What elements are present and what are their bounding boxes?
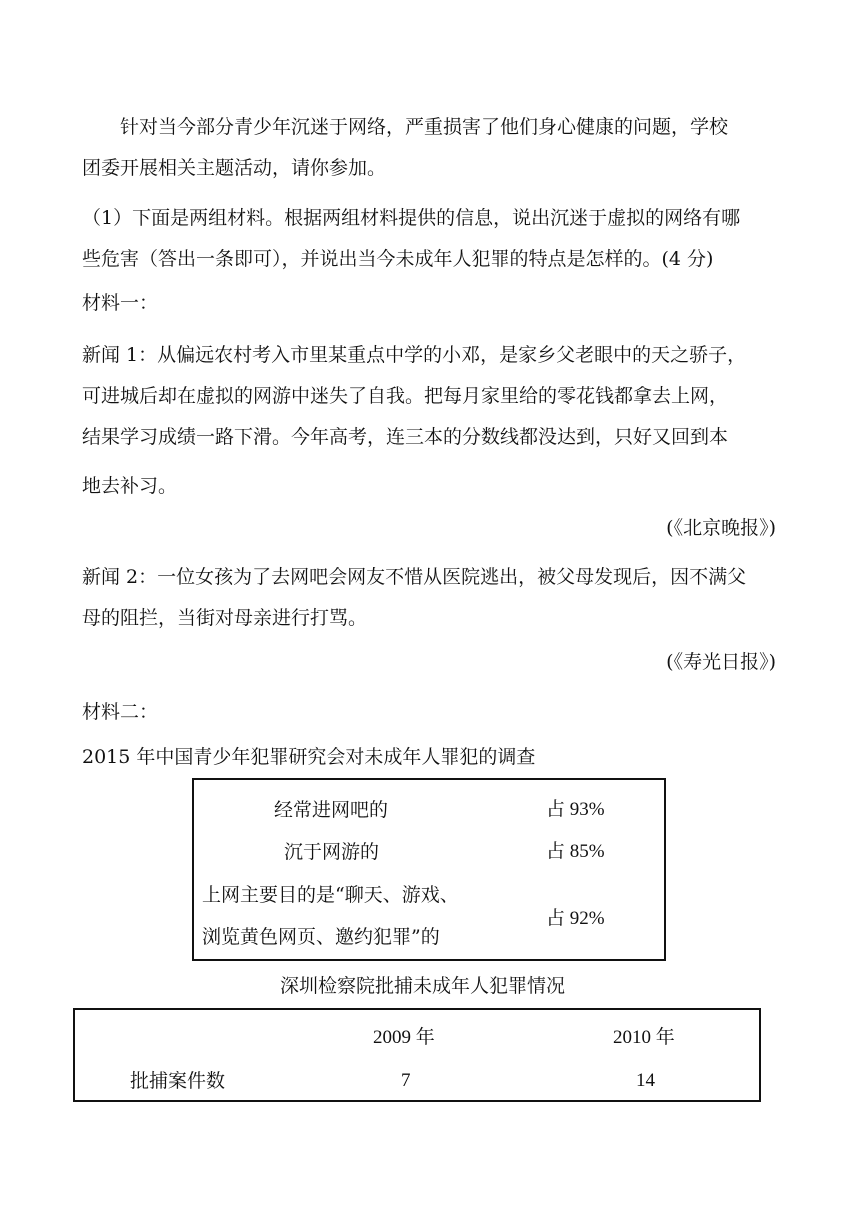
survey-title: 2015 年中国青少年犯罪研究会对未成年人罪犯的调查 xyxy=(82,746,536,768)
news-2-source: (《寿光日报》) xyxy=(666,651,776,673)
news-2-line-2: 母的阻拦，当街对母亲进行打骂。 xyxy=(82,607,368,629)
news-1-line-4: 地去补习。 xyxy=(82,475,178,497)
intro-line-1: 针对当今部分青少年沉迷于网络，严重损害了他们身心健康的问题，学校 xyxy=(120,116,729,138)
intro-line-2: 团委开展相关主题活动，请你参加。 xyxy=(82,157,387,179)
arrest-value-2010: 14 xyxy=(636,1070,655,1091)
material-2-heading: 材料二： xyxy=(82,701,159,723)
survey-row-1-label: 经常进网吧的 xyxy=(274,799,389,821)
survey-row-2-label: 沉于网游的 xyxy=(284,841,380,863)
news-2-line-1: 新闻 2：一位女孩为了去网吧会网友不惜从医院逃出，被父母发现后，因不满父 xyxy=(82,566,747,588)
news-1-line-3: 结果学习成绩一路下滑。今年高考，连三本的分数线都没达到，只好又回到本 xyxy=(82,426,729,448)
arrest-header-2009: 2009 年 xyxy=(373,1027,435,1048)
news-1-line-2: 可进城后却在虚拟的网游中迷失了自我。把每月家里给的零花钱都拿去上网， xyxy=(82,385,729,407)
survey-table xyxy=(192,778,666,961)
survey-row-3-label-line-2: 浏览黄色网页、邀约犯罪”的 xyxy=(202,926,440,948)
material-1-heading: 材料一： xyxy=(82,292,159,314)
survey-row-3-value: 占 92% xyxy=(546,908,605,929)
question-1-line-2: 些危害（答出一条即可），并说出当今未成年人犯罪的特点是怎样的。(4 分) xyxy=(82,248,714,270)
news-1-line-1: 新闻 1：从偏远农村考入市里某重点中学的小邓，是家乡父老眼中的天之骄子， xyxy=(82,344,747,366)
news-1-source: (《北京晚报》) xyxy=(666,517,776,539)
survey-row-1-value: 占 93% xyxy=(546,799,605,820)
arrest-table-title: 深圳检察院批捕未成年人犯罪情况 xyxy=(280,975,566,997)
question-1-line-1: （1）下面是两组材料。根据两组材料提供的信息，说出沉迷于虚拟的网络有哪 xyxy=(82,207,741,229)
arrest-value-2009: 7 xyxy=(401,1070,411,1091)
arrest-header-2010: 2010 年 xyxy=(613,1027,675,1048)
arrest-row-label: 批捕案件数 xyxy=(130,1070,226,1092)
arrest-table xyxy=(73,1008,761,1102)
survey-row-3-label-line-1: 上网主要目的是“聊天、游戏、 xyxy=(202,884,459,906)
survey-row-2-value: 占 85% xyxy=(546,841,605,862)
